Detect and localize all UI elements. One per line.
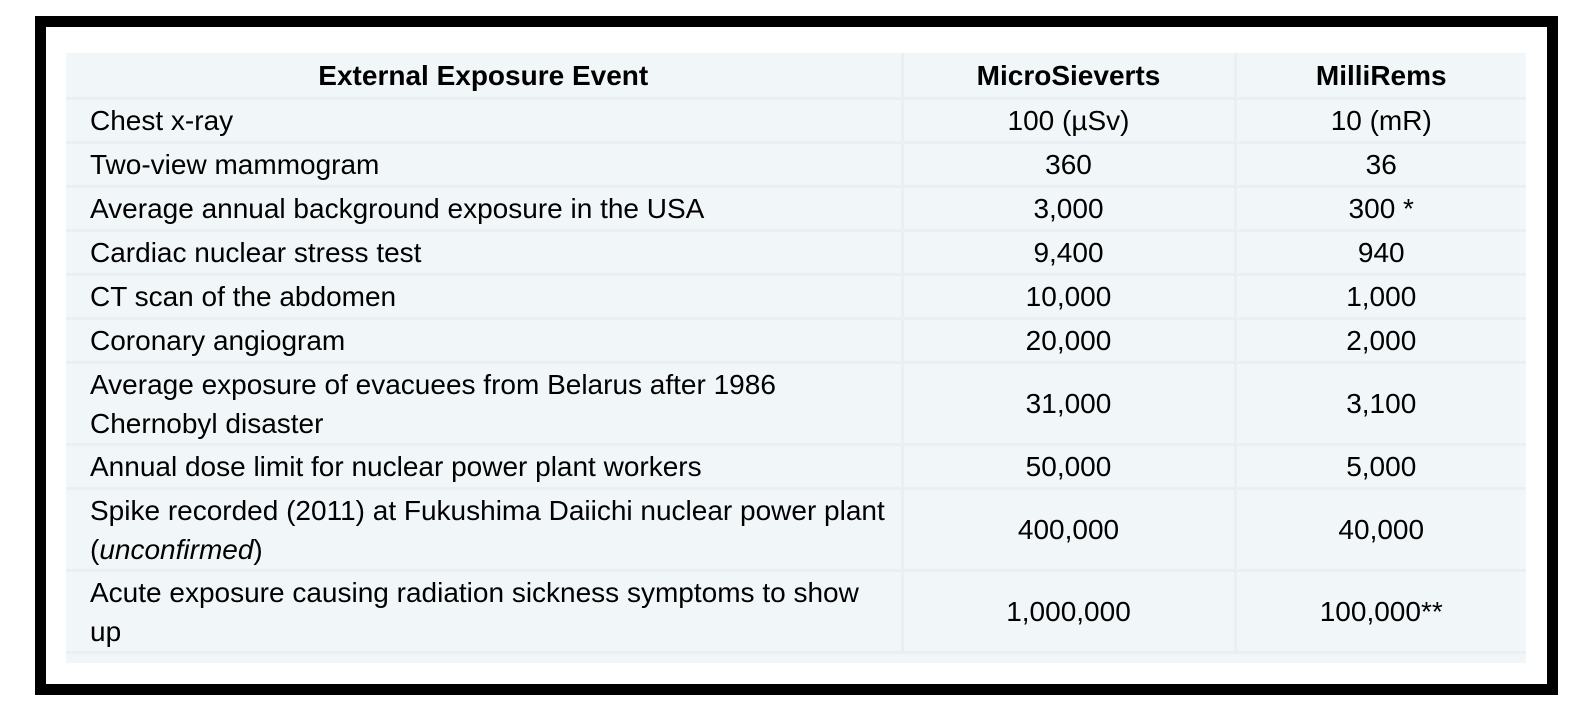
table-row [66,275,1526,319]
table-row [66,319,1526,363]
event-cell: Chest x-ray [66,99,902,143]
table-row [66,187,1526,231]
event-cell: Cardiac nuclear stress test [66,231,902,275]
event-cell: Annual dose limit for nuclear power plant workers [66,445,902,489]
header-microsieverts: MicroSieverts [902,53,1235,99]
event-cell: Average annual background exposure in the USA [66,187,902,231]
table-container [66,53,1526,663]
table-row [66,363,1526,445]
millirems-cell: 10 (mR) [1235,99,1526,143]
microsieverts-cell: 31,000 [902,363,1235,445]
microsieverts-cell: 100 (µSv) [902,99,1235,143]
millirems-cell: 5,000 [1235,445,1526,489]
microsieverts-cell: 9,400 [902,231,1235,275]
table-frame [35,16,1558,695]
microsieverts-cell: 20,000 [902,319,1235,363]
millirems-cell: 3,100 [1235,363,1526,445]
event-cell [66,489,902,571]
table-row [66,489,1526,571]
millirems-cell: 36 [1235,143,1526,187]
table-row [66,99,1526,143]
millirems-cell: 1,000 [1235,275,1526,319]
exposure-table [66,53,1526,654]
table-row [66,143,1526,187]
event-text: Spike recorded (2011) at Fukushima Daiichi nuclear power plant ( [90,494,885,565]
millirems-cell: 40,000 [1235,489,1526,571]
event-cell: Average exposure of evacuees from Belarus after 1986 Chernobyl disaster [66,363,902,445]
millirems-cell: 940 [1235,231,1526,275]
header-millirems: MilliRems [1235,53,1526,99]
microsieverts-cell: 3,000 [902,187,1235,231]
microsieverts-cell: 10,000 [902,275,1235,319]
event-cell: Two-view mammogram [66,143,902,187]
event-emphasis: unconfirmed [99,533,254,565]
table-row [66,445,1526,489]
microsieverts-cell: 400,000 [902,489,1235,571]
event-text-suffix: ) [253,533,263,565]
event-cell: Acute exposure causing radiation sickness symptoms to show up [66,571,902,653]
microsieverts-cell: 1,000,000 [902,571,1235,653]
event-cell: Coronary angiogram [66,319,902,363]
table-row [66,571,1526,653]
microsieverts-cell: 50,000 [902,445,1235,489]
table-row [66,231,1526,275]
event-cell: CT scan of the abdomen [66,275,902,319]
millirems-cell: 100,000** [1235,571,1526,653]
header-event: External Exposure Event [66,53,902,99]
millirems-cell: 300 * [1235,187,1526,231]
microsieverts-cell: 360 [902,143,1235,187]
millirems-cell: 2,000 [1235,319,1526,363]
header-row [66,53,1526,99]
